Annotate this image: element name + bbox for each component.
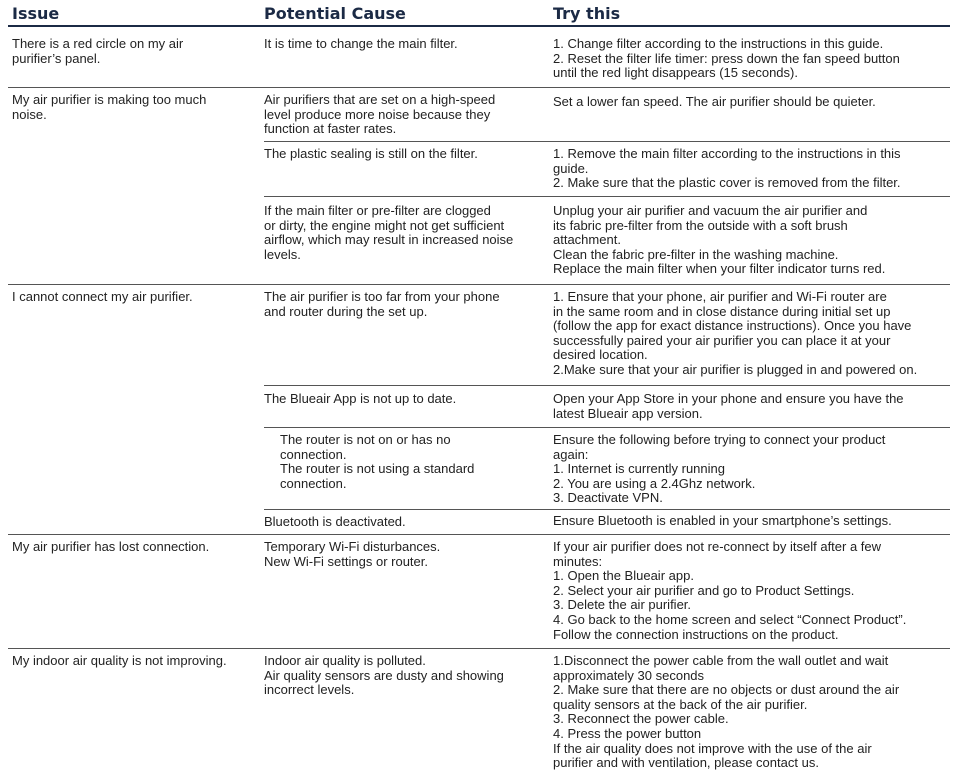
subrow-divider bbox=[264, 427, 950, 428]
try-cell: Set a lower fan speed. The air purifier should be quieter. bbox=[553, 94, 876, 109]
try-cell: Ensure the following before trying to connect your product again: 1. Internet is currently running 2. You are using a 2.4Ghz network. 3. Deactivate VPN. bbox=[553, 432, 886, 506]
try-cell: 1. Change filter according to the instructions in this guide. 2. Reset the filter life timer: press down the fan speed button until the red light disappears (15 seconds). bbox=[553, 36, 900, 81]
cause-cell: If the main filter or pre-filter are clogged or dirty, the engine might not get sufficient airflow, which may result in increased noise levels. bbox=[264, 203, 514, 262]
cause-cell: The air purifier is too far from your phone and router during the set up. bbox=[264, 289, 500, 319]
row-divider bbox=[8, 648, 950, 649]
row-divider bbox=[8, 87, 950, 88]
subrow-divider bbox=[264, 196, 950, 197]
cause-cell: It is time to change the main filter. bbox=[264, 36, 458, 51]
header-issue: Issue bbox=[12, 4, 60, 23]
subrow-divider bbox=[264, 509, 950, 510]
header-try: Try this bbox=[553, 4, 621, 23]
subrow-divider bbox=[264, 385, 950, 386]
issue-cell: My air purifier is making too much noise. bbox=[12, 92, 207, 122]
issue-cell: My air purifier has lost connection. bbox=[12, 539, 210, 554]
cause-cell: Temporary Wi-Fi disturbances. New Wi-Fi settings or router. bbox=[264, 539, 441, 569]
row-divider bbox=[8, 534, 950, 535]
row-divider bbox=[8, 284, 950, 285]
issue-cell: I cannot connect my air purifier. bbox=[12, 289, 193, 304]
cause-cell: Bluetooth is deactivated. bbox=[264, 514, 406, 529]
try-cell: Open your App Store in your phone and ensure you have the latest Blueair app version. bbox=[553, 391, 904, 421]
try-cell: Ensure Bluetooth is enabled in your smartphone’s settings. bbox=[553, 513, 892, 528]
try-cell: 1. Remove the main filter according to the instructions in this guide. 2. Make sure that the plastic cover is removed from the filter. bbox=[553, 146, 901, 191]
issue-cell: There is a red circle on my air purifier’s panel. bbox=[12, 36, 184, 66]
cause-cell: The router is not on or has no connection. The router is not using a standard connection. bbox=[280, 432, 475, 491]
cause-cell: Air purifiers that are set on a high-speed level produce more noise because they function at faster rates. bbox=[264, 92, 496, 137]
issue-cell: My indoor air quality is not improving. bbox=[12, 653, 227, 668]
try-cell: Unplug your air purifier and vacuum the air purifier and its fabric pre-filter from the outside with a soft brush attachment. Clean the fabric pre-filter in the washing machine. Replace the main filter when your filter indicator turns red. bbox=[553, 203, 886, 277]
try-cell: 1. Ensure that your phone, air purifier and Wi-Fi router are in the same room and in close distance during initial set up (follow the app for exact distance instructions). Once you have successfully paired your air purifier you can place it at your desired location. 2.Make sure that your air purifier is plugged in and powered on. bbox=[553, 289, 918, 377]
header-cause: Potential Cause bbox=[264, 4, 406, 23]
header-divider bbox=[8, 25, 950, 27]
subrow-divider bbox=[264, 141, 950, 142]
cause-cell: The Blueair App is not up to date. bbox=[264, 391, 457, 406]
cause-cell: The plastic sealing is still on the filter. bbox=[264, 146, 478, 161]
try-cell: 1.Disconnect the power cable from the wall outlet and wait approximately 30 seconds 2. Make sure that there are no objects or dust around the air quality sensors at the back of the air purifier. 3. Reconnect the power cable. 4. Press the power button If the air quality does not improve with the use of the air purifier and with ventilation, please contact us. bbox=[553, 653, 900, 771]
cause-cell: Indoor air quality is polluted. Air quality sensors are dusty and showing incorrect levels. bbox=[264, 653, 504, 698]
try-cell: If your air purifier does not re-connect by itself after a few minutes: 1. Open the Blueair app. 2. Select your air purifier and go to Product Settings. 3. Delete the air purifier. 4. Go back to the home screen and select “Connect Product”. Follow the connection instructions on the product. bbox=[553, 539, 907, 642]
